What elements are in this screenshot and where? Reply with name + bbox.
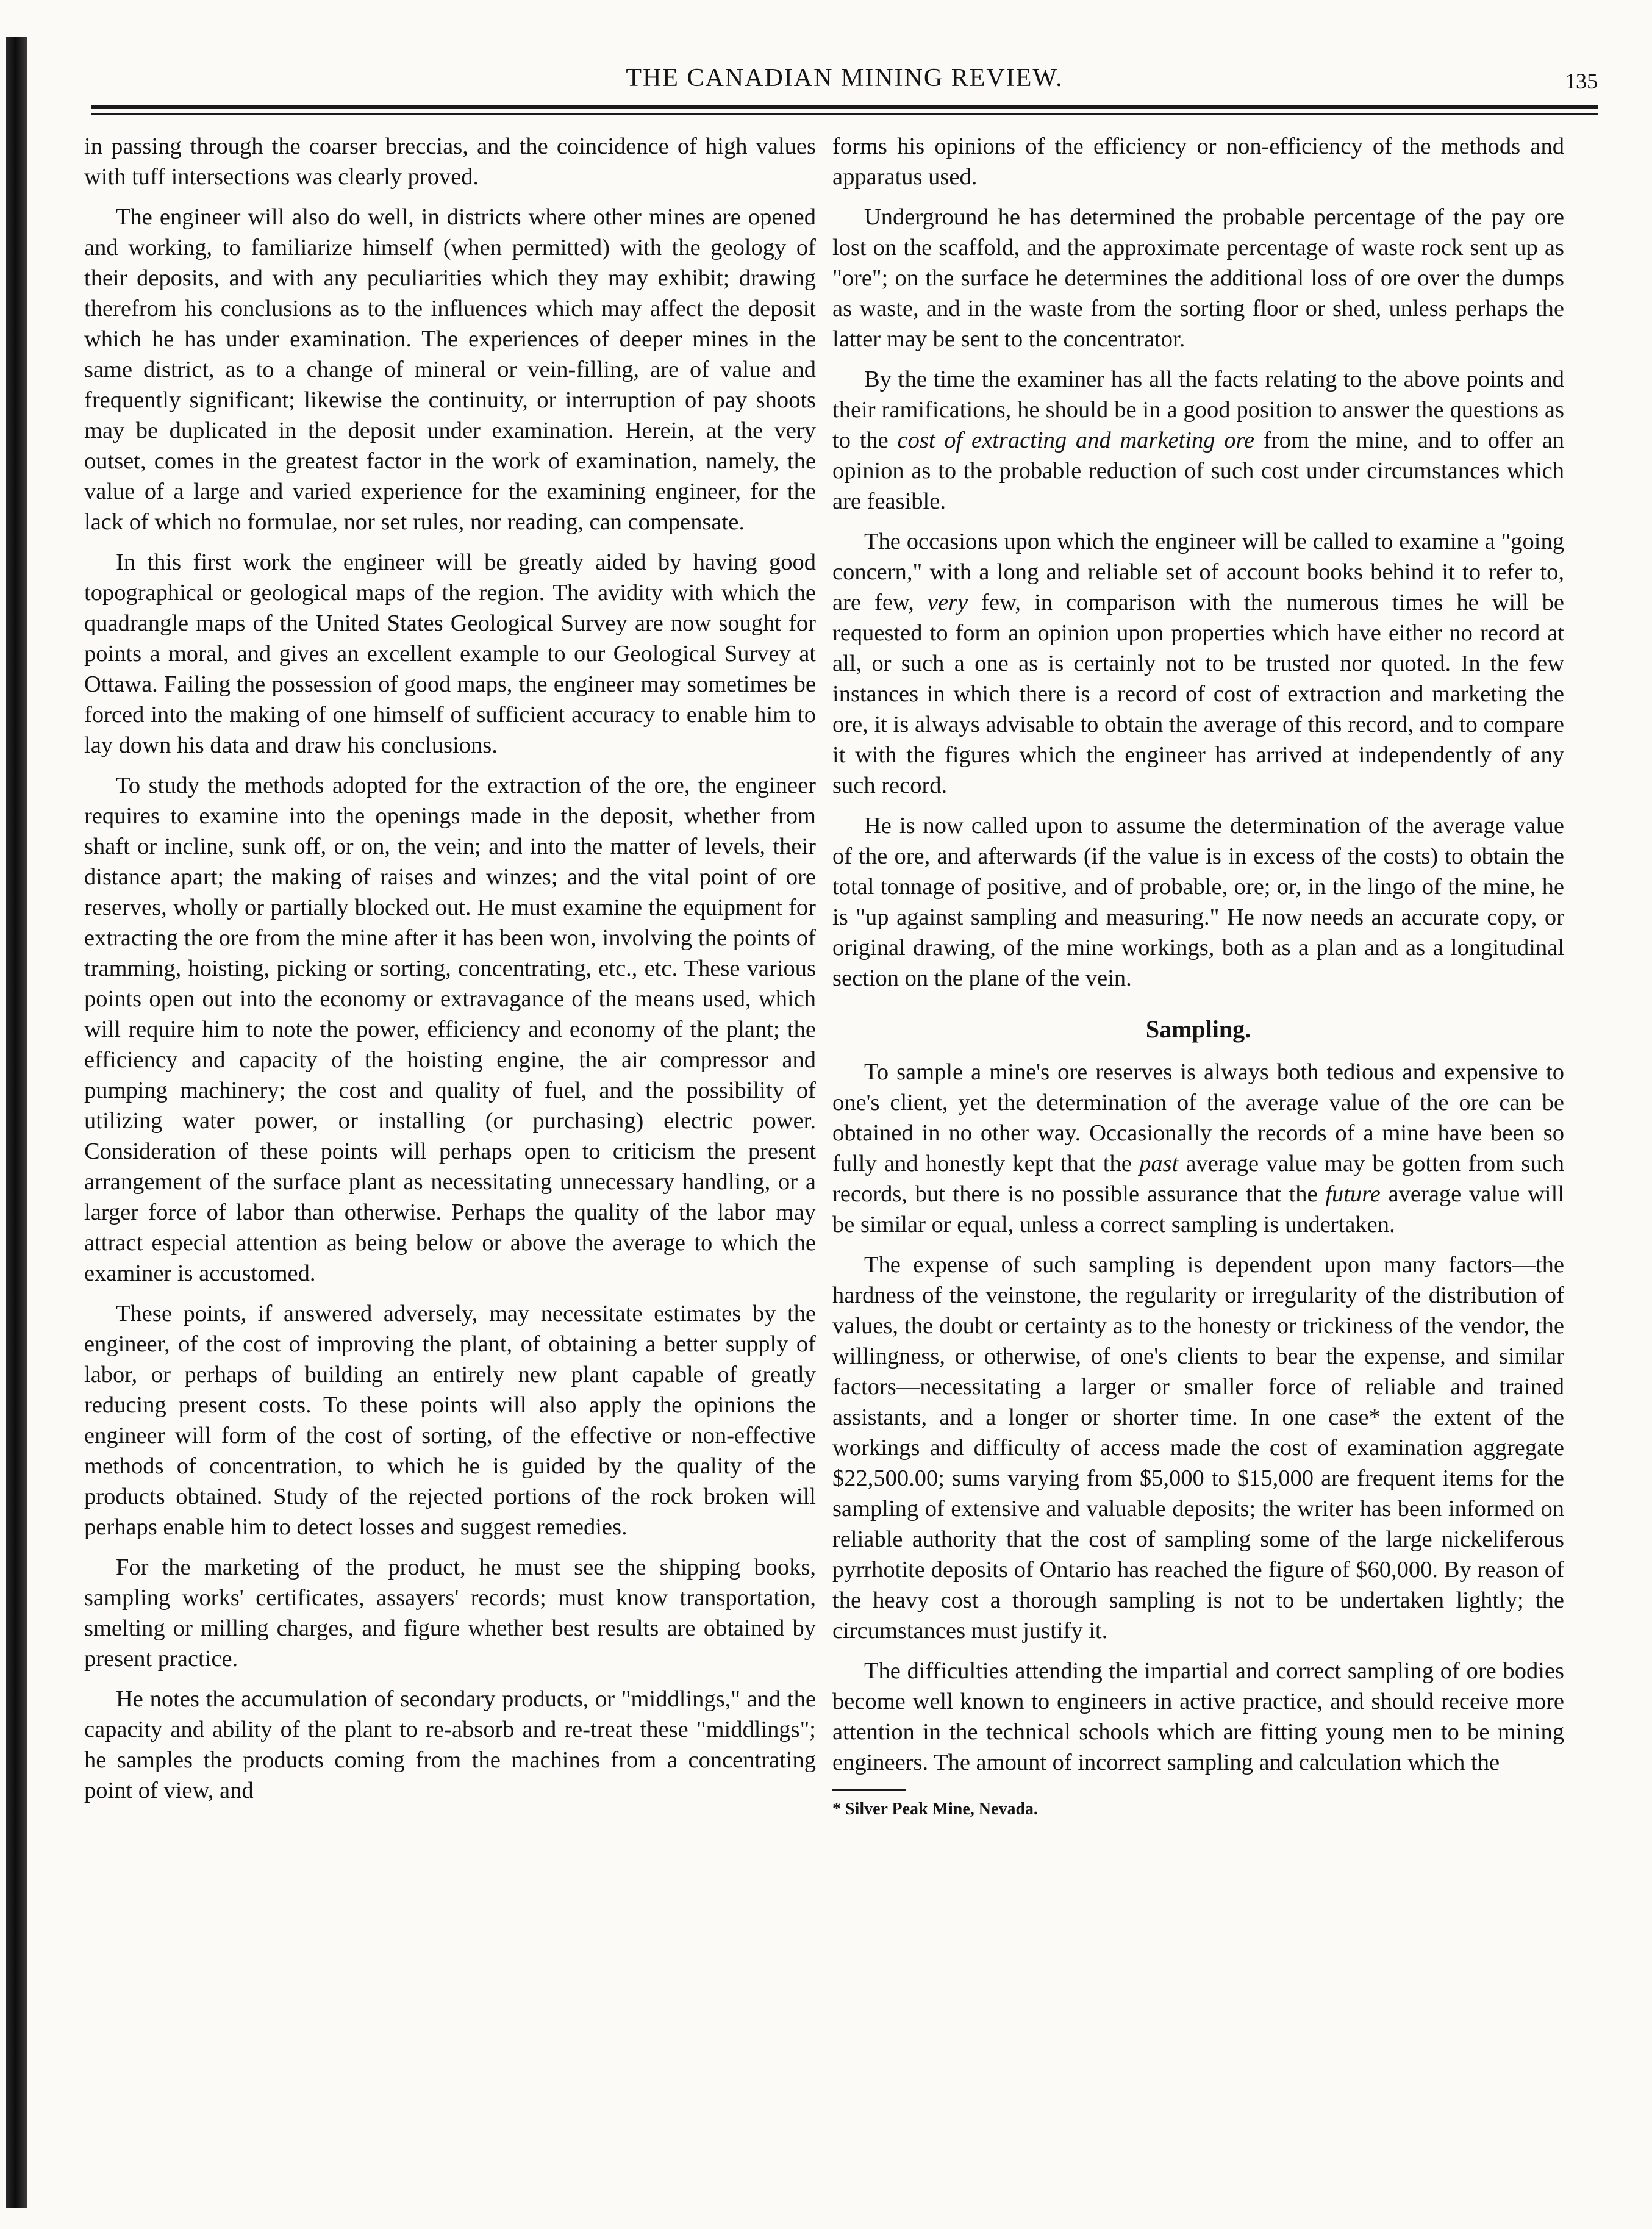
emphasis-text: very: [927, 590, 968, 615]
header-rule-thin: [91, 113, 1598, 115]
section-heading: Sampling.: [1145, 1015, 1251, 1043]
paragraph: These points, if answered adversely, may necessitate estimates by the engineer, of the cost of improving the plant, of obtaining a better supply of labor, or perhaps of building an entirely new plant capable of greatly reducing present costs. To these points will also apply the opinions the engineer will form of the cost of sorting, of the effective or non-effective methods of concentration, to which he is guided by the quality of the products obtained. Study of the rejected portions of the rock broken will perhaps enable him to detect losses and suggest remedies.: [84, 1301, 816, 1540]
page-header: [91, 54, 1598, 102]
footnote: * Silver Peak Mine, Nevada.: [832, 1800, 1039, 1819]
emphasis-text: past: [1139, 1151, 1179, 1176]
paragraph: To study the methods adopted for the extraction of the ore, the engineer requires to examine into the openings made in the deposit, whether from shaft or incline, sunk off, or on, the vein; and into the matter of levels, their distance apart; the making of raises and winzes; and the vital point of ore reserves, wholly or partially blocked out. He must examine the equipment for extracting the ore from the mine after it has been won, involving the points of tramming, hoisting, picking or sorting, concentrating, etc., etc. These various points open out into the economy or extravagance of the means used, which will require him to note the power, efficiency and economy of the plant; the efficiency and capacity of the hoisting engine, the air compressor and pumping machinery; the cost and quality of fuel, and the possibility of utilizing water power, or installing (or purchasing) electric power. Consideration of these points will perhaps open to criticism the present arrangement of the surface plant as necessitating unnecessary handling, or a larger force of labor than otherwise. Perhaps the quality of the labor may attract especial attention as being below or above the average to which the examiner is accustomed.: [84, 773, 816, 1286]
paragraph: The engineer will also do well, in districts where other mines are opened and working, to familiarize himself (when permitted) with the geology of their deposits, and with any peculiarities which they may exhibit; drawing therefrom his conclusions as to the influences which may affect the deposit which he has under examination. The experiences of deeper mines in the same district, as to a change of mineral or vein-filling, are of value and frequently significant; likewise the continuity, or interruption of pay shoots may be duplicated in the deposit under examination. Herein, at the very outset, comes in the greatest factor in the work of examination, namely, the value of a large and varied experience for the examining engineer, for the lack of which no formulae, nor set rules, nor reading, can compensate.: [84, 204, 816, 535]
emphasis-text: cost of extracting and marketing ore: [897, 428, 1255, 453]
emphasis-text: future: [1325, 1181, 1381, 1207]
text-run: few, in comparison with the numerous times he will be requested to form an opinion upon properties which have either no record at all, or such a one as is certainly not to be trusted nor quoted. In the few instances in which there is a record of cost of extraction and marketing the ore, it is always advisable to obtain the average of this record, and to compare it with the figures which the engineer has arrived at independently of any such record.: [832, 590, 1564, 798]
running-title: THE CANADIAN MINING REVIEW.: [626, 64, 1064, 92]
text-run: To sample a mine's ore reserves is always both tedious and expensive to one's client, yet the determination of the average value of the ore can be obtained in no other way. Occasionally the records of a mine have been so fully and honestly kept that the: [832, 1059, 1564, 1176]
paragraph: in passing through the coarser breccias, and the coincidence of high values with tuff intersections was clearly proved.: [84, 134, 816, 190]
scan-edge-bar: [6, 37, 27, 2208]
paragraph: The expense of such sampling is dependent upon many factors—the hardness of the veinstone, the regularity or irregularity of the distribution of values, the doubt or certainty as to the honesty or trickiness of the vendor, the willingness, or otherwise, of one's clients to bear the expense, and similar factors—necessitating a larger or smaller force of reliable and trained assistants, and a longer or shorter time. In one case* the extent of the workings and difficulty of access made the cost of examination aggregate $22,500.00; sums varying from $5,000 to $15,000 are frequent items for the sampling of extensive and valuable deposits; the writer has been informed on reliable authority that the cost of sampling some of the large nickeliferous pyrrhotite deposits of Ontario has reached the figure of $60,000. By reason of the heavy cost a thorough sampling is not to be undertaken lightly; the circumstances must justify it.: [832, 1252, 1564, 1644]
paragraph: He is now called upon to assume the determination of the average value of the ore, and afterwards (if the value is in excess of the costs) to obtain the total tonnage of positive, and of probable, ore; or, in the lingo of the mine, he is "up against sampling and measuring." He now needs an accurate copy, or original drawing, of the mine workings, both as a plan and as a longitudinal section on the plane of the vein.: [832, 813, 1564, 991]
text-run: average value may be gotten from such records, but there is no possible assurance that the: [832, 1151, 1564, 1207]
right-column: [832, 131, 1564, 1820]
paragraph: He notes the accumulation of secondary products, or "middlings," and the capacity and ability of the plant to re-absorb and re-treat these "middlings"; he samples the products coming from the machines from a concentrating point of view, and: [84, 1686, 816, 1803]
paragraph: In this first work the engineer will be greatly aided by having good topographical or geological maps of the region. The avidity with which the quadrangle maps of the United States Geological Survey are now sought for points a moral, and gives an excellent example to our Geological Survey at Ottawa. Failing the possession of good maps, the engineer may sometimes be forced into the making of one himself of sufficient accuracy to enable him to lay down his data and draw his conclusions.: [84, 549, 816, 758]
paragraph: Underground he has determined the probable percentage of the pay ore lost on the scaffold, and the approximate percentage of waste rock sent up as "ore"; on the surface he determines the additional loss of ore over the dumps as waste, and in the waste from the sorting floor or shed, unless perhaps the latter may be sent to the concentrator.: [832, 204, 1564, 352]
footnote-rule: [832, 1789, 906, 1791]
header-rule-thick: [91, 105, 1598, 109]
paragraph: forms his opinions of the efficiency or non-efficiency of the methods and apparatus used.: [832, 134, 1564, 190]
page-number: 135: [1565, 69, 1598, 93]
paragraph: [832, 526, 1564, 801]
text-run: By the time the examiner has all the facts relating to the above points and their ramifications, he should be in a good position to answer the questions as to the: [832, 367, 1564, 453]
paragraph: [832, 364, 1564, 517]
paragraph: The difficulties attending the impartial and correct sampling of ore bodies become well known to engineers in active practice, and should receive more attention in the technical schools which are fitting young men to be mining engineers. The amount of incorrect sampling and calculation which the: [832, 1658, 1564, 1775]
text-run: The occasions upon which the engineer will be called to examine a "going concern," with a long and reliable set of account books behind it to refer to, are few,: [832, 529, 1564, 615]
paragraph: For the marketing of the product, he must see the shipping books, sampling works' certificates, assayers' records; must know transportation, smelting or milling charges, and figure whether best results are obtained by present practice.: [84, 1555, 816, 1672]
text-run: average value will be similar or equal, unless a correct sampling is undertaken.: [832, 1181, 1564, 1237]
text-run: from the mine, and to offer an opinion as to the probable reduction of such cost under circumstances which are feasible.: [832, 428, 1564, 514]
paragraph: [832, 1057, 1564, 1240]
left-column: [84, 131, 816, 1816]
